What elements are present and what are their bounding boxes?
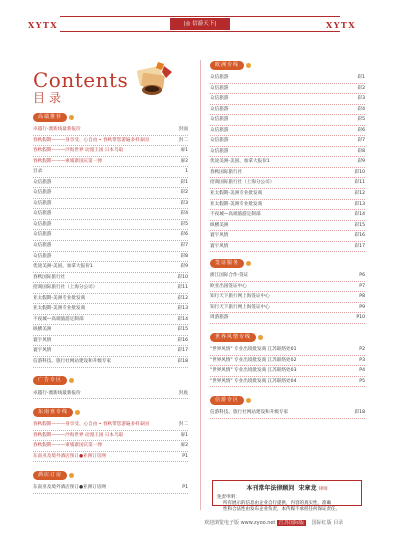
toc-row[interactable] — [210, 377, 365, 388]
toc-entry-page: 彩5 — [357, 117, 365, 123]
toc-entry-title: "世界风情" 专业出境批发商 江苏联络处01 — [210, 347, 297, 353]
toc-entry-title: 卓越行-澳新线最新报价 — [33, 127, 81, 132]
toc-entry-title: 众信旅游 — [210, 148, 229, 154]
toc-entry-title: 春秋假期———柬埔寨国庆第一弹 — [33, 158, 102, 164]
toc-entry-page: 彩3 — [180, 200, 188, 206]
toc-row[interactable] — [33, 389, 188, 400]
toc-row[interactable] — [33, 146, 188, 157]
toc-entry-page: 彩17 — [354, 243, 365, 249]
toc-row[interactable] — [33, 357, 188, 368]
section-title-label: 高端推荐 — [33, 113, 67, 122]
section-title-label: 欧洲专线 — [210, 61, 244, 70]
toc-entry-page: 扉1 — [180, 148, 188, 154]
toc-section — [33, 407, 188, 462]
toc-entry-page: 彩1 — [357, 75, 365, 80]
toc-section — [33, 470, 188, 494]
toc-entry-title: 春秋国际旅行社 — [33, 274, 66, 280]
toc-entry-page: P8 — [359, 294, 365, 300]
toc-section — [210, 332, 365, 387]
toc-entry-page: P6 — [359, 273, 365, 279]
toc-entry-page: P7 — [359, 283, 365, 289]
right-toc-column — [210, 60, 365, 427]
section-title — [210, 60, 365, 70]
toc-entry-title: 众信旅游 — [210, 85, 229, 91]
toc-row[interactable] — [33, 441, 188, 452]
toc-entry-page: 封二 — [178, 422, 188, 428]
toc-entry-title: 纵横美洲 — [33, 327, 52, 333]
toc-entry-title: 众信旅游 — [33, 179, 52, 185]
section-title-label: 世界风情专线 — [210, 333, 256, 342]
header-banner: |◎ 信游天下| — [170, 18, 230, 30]
toc-row[interactable] — [33, 452, 188, 463]
toc-row[interactable] — [33, 167, 188, 178]
toc-entry-page: 彩4 — [357, 106, 365, 112]
toc-entry-title: 寰宇风情 — [210, 243, 229, 249]
footer — [204, 518, 343, 528]
legal-notice-box — [212, 480, 362, 512]
lawyer-role: 律师 — [318, 487, 328, 492]
toc-entry-title: 周游旅游 — [210, 315, 229, 321]
toc-row[interactable] — [210, 231, 365, 242]
toc-row[interactable] — [210, 126, 365, 137]
toc-row[interactable] — [210, 356, 365, 367]
toc-entry-title: 春秋假期———身享受、心自由 • 春秋带您游遍多样泰国 — [33, 137, 149, 143]
toc-entry-page: P5 — [359, 378, 365, 384]
toc-row[interactable] — [33, 315, 188, 326]
toc-entry-page: 彩9 — [180, 264, 188, 270]
toc-row[interactable] — [210, 178, 365, 189]
toc-entry-title: 众信旅游 — [210, 127, 229, 133]
toc-entry-title: 寰宇风情 — [33, 348, 52, 354]
toc-section — [210, 258, 365, 324]
toc-entry-page: 彩15 — [177, 327, 188, 333]
toc-entry-title: 众信旅游 — [33, 211, 52, 217]
toc-entry-page: 彩18 — [177, 359, 188, 365]
section-title — [33, 470, 188, 480]
legal-heading-text: 本刊常年法律顾问 — [246, 485, 295, 492]
toc-entry-page: P3 — [359, 357, 365, 363]
toc-entry-page: 彩3 — [357, 96, 365, 102]
toc-entry-page: 1 — [185, 169, 188, 175]
left-toc-column — [33, 112, 188, 502]
toc-row[interactable] — [210, 292, 365, 303]
toc-entry-page: 彩10 — [354, 169, 365, 175]
section-title-label: 酒店订房 — [33, 471, 67, 480]
toc-entry-title: 众信旅游 — [210, 106, 229, 112]
toc-entry-page: 彩15 — [354, 222, 365, 228]
toc-entry-title: 寰宇风情 — [210, 233, 229, 239]
toc-entry-page: 彩17 — [177, 348, 188, 354]
toc-entry-page: 彩14 — [177, 316, 188, 322]
toc-entry-title: "世界风情" 专业出境批发商 江苏联络处04 — [210, 378, 297, 384]
toc-entry-page: 扉2 — [180, 158, 188, 164]
toc-row[interactable] — [33, 178, 188, 189]
section-dot-icon — [75, 410, 80, 415]
toc-entry-page: 彩1 — [180, 179, 188, 185]
toc-row[interactable] — [33, 136, 188, 147]
toc-entry-page: 彩14 — [354, 212, 365, 218]
section-title-label: 东南亚专线 — [33, 408, 73, 417]
contents-title-cn: 目录 — [33, 91, 66, 105]
toc-row[interactable] — [210, 313, 365, 324]
toc-entry-page: 彩9 — [357, 159, 365, 165]
toc-entry-page: 封面 — [178, 127, 188, 132]
toc-row[interactable] — [33, 483, 188, 494]
toc-entry-title: 众信旅游 — [33, 190, 52, 196]
toc-row[interactable] — [210, 221, 365, 232]
toc-row[interactable] — [210, 105, 365, 116]
toc-entry-title: 知行天下旅行网上海签证中心 — [210, 304, 270, 310]
toc-entry-page: 彩16 — [354, 233, 365, 239]
section-title-label: 信游专区 — [210, 396, 244, 405]
toc-entry-title: "世界风情" 专业出境批发商 江苏联络处03 — [210, 368, 297, 374]
toc-entry-title: 目录 — [33, 169, 43, 175]
toc-row[interactable] — [33, 420, 188, 431]
toc-row[interactable] — [210, 271, 365, 282]
toc-row[interactable] — [33, 431, 188, 442]
toc-row[interactable] — [33, 188, 188, 199]
toc-entry-title: 不夜城—高端旅游定制部 — [210, 212, 261, 218]
toc-row[interactable] — [210, 303, 365, 314]
toc-row[interactable] — [33, 294, 188, 305]
toc-entry-title: 信游科技。旅行社网站建设和升级专家 — [33, 359, 112, 365]
toc-entry-title: 众信旅游 — [210, 117, 229, 123]
section-dot-icon — [246, 261, 251, 266]
toc-entry-page: P10 — [356, 315, 365, 321]
toc-row[interactable] — [210, 136, 365, 147]
toc-entry-page: 彩5 — [180, 221, 188, 227]
section-title — [210, 258, 365, 268]
toc-entry-page: 彩10 — [177, 274, 188, 280]
toc-row[interactable] — [33, 252, 188, 263]
brand-left: XYTX — [28, 20, 59, 30]
toc-entry-page: 彩18 — [354, 410, 365, 416]
toc-entry-title: 众信旅游 — [33, 243, 52, 249]
toc-entry-title: 招商国际旅行社（上海分公司） — [33, 285, 98, 291]
toc-row[interactable] — [33, 262, 188, 273]
toc-row[interactable] — [33, 220, 188, 231]
toc-entry-page: P9 — [359, 304, 365, 310]
toc-row[interactable] — [33, 273, 188, 284]
toc-entry-title: 春秋假期———沙海世界 动漫王国 日本乌取 — [33, 148, 124, 154]
toc-row[interactable] — [210, 210, 365, 221]
toc-row[interactable] — [33, 346, 188, 357]
section-title — [33, 376, 188, 386]
toc-entry-title: 众信旅游 — [210, 138, 229, 144]
section-title-label: 广告专区 — [33, 376, 67, 385]
section-dot-icon — [246, 63, 251, 68]
section-dot-icon — [69, 473, 74, 478]
toc-row[interactable] — [210, 189, 365, 200]
toc-row[interactable] — [33, 241, 188, 252]
toc-section — [210, 395, 365, 419]
toc-entry-page: P1 — [182, 453, 188, 459]
disclaimer-line-1: 所有展示的信息由企业自行提供，内容的真实性、准确 — [223, 501, 331, 506]
toc-row[interactable] — [210, 84, 365, 95]
brand-right: XYTX — [326, 20, 357, 30]
header-rule-top — [60, 16, 340, 17]
toc-entry-title: 招商国际旅行社（上海分公司） — [210, 180, 275, 186]
section-title — [210, 332, 365, 342]
toc-entry-title: 众信旅游 — [33, 200, 52, 206]
toc-row[interactable] — [33, 325, 188, 336]
toc-row[interactable] — [33, 125, 188, 136]
toc-entry-title: 东南亚及境外酒店预订●亚洲订房网 — [33, 453, 106, 459]
toc-entry-title: 欧亚出国签证中心 — [210, 283, 247, 289]
toc-entry-page: 彩11 — [177, 285, 188, 291]
toc-entry-page: 彩6 — [357, 127, 365, 133]
toc-entry-page: 彩12 — [354, 191, 365, 197]
disclaimer-label: 免责申明： — [217, 495, 240, 500]
toc-entry-page: 彩2 — [180, 190, 188, 196]
toc-entry-page: 扉2 — [180, 443, 188, 449]
toc-entry-title: 众信旅游 — [33, 253, 52, 259]
header-rule-bottom — [60, 31, 340, 32]
toc-entry-title: 优途美洲-美国、加拿大报价1 — [210, 159, 270, 165]
section-title — [33, 407, 188, 417]
toc-row[interactable] — [210, 282, 365, 293]
toc-row[interactable] — [210, 168, 365, 179]
toc-row[interactable] — [210, 200, 365, 211]
footer-website[interactable]: 欢迎浏览电子版 www.zyoo.net — [204, 520, 276, 526]
toc-entry-page: 彩11 — [354, 180, 365, 186]
toc-entry-title: 春秋国际旅行社 — [210, 169, 243, 175]
toc-entry-title: 东南亚及境外酒店预订●亚洲订房网 — [33, 485, 106, 491]
toc-row[interactable] — [33, 283, 188, 294]
toc-entry-page: 彩7 — [357, 138, 365, 144]
toc-row[interactable] — [210, 147, 365, 158]
toc-entry-title: 众信旅游 — [210, 75, 229, 80]
toc-entry-page: 彩12 — [177, 295, 188, 301]
toc-entry-title: 亚太假期-美洲专业批发商 — [33, 295, 86, 301]
toc-row[interactable] — [33, 336, 188, 347]
toc-entry-title: 春秋假期———柬埔寨国庆第一弹 — [33, 443, 102, 449]
toc-row[interactable] — [33, 304, 188, 315]
toc-entry-page: 彩2 — [357, 85, 365, 91]
section-title-label: 签证服务 — [210, 259, 244, 268]
section-dot-icon — [69, 378, 74, 383]
toc-row[interactable] — [210, 73, 365, 84]
toc-entry-page: 彩4 — [180, 211, 188, 217]
toc-entry-title: 亚太假期-美洲专业批发商 — [210, 201, 263, 207]
section-title — [33, 112, 188, 122]
toc-entry-title: "世界风情" 专业出境批发商 江苏联络处02 — [210, 357, 297, 363]
toc-section — [33, 376, 188, 400]
toc-row[interactable] — [210, 366, 365, 377]
toc-entry-title: 优途美洲-美国、加拿大报价1 — [33, 264, 93, 270]
toc-section — [33, 112, 188, 368]
toc-entry-title: 浙江国际合作-签证 — [210, 273, 249, 279]
toc-entry-page: 扉1 — [180, 432, 188, 438]
toc-entry-page: 彩8 — [180, 253, 188, 259]
toc-row[interactable] — [210, 94, 365, 105]
toc-entry-title: 信游科技。旅行社网站建设和升级专家 — [210, 410, 289, 416]
toc-entry-title: 知行天下旅行网上海签证中心 — [210, 294, 270, 300]
toc-entry-title: 寰宇风情 — [33, 337, 52, 343]
footer-edition-tag: 江苏国际版 — [279, 520, 305, 526]
toc-entry-page: 彩8 — [357, 148, 365, 154]
disclaimer-line-2: 性和合法性由发布企业负责，本传媒不承担任何保证责任。 — [223, 507, 340, 512]
toc-row[interactable] — [33, 157, 188, 168]
toc-entry-page: 彩7 — [180, 243, 188, 249]
footer-page-label: 国际红版 目录 — [311, 520, 344, 526]
column-divider — [200, 60, 201, 510]
toc-entry-page: P2 — [359, 347, 365, 353]
toc-section — [210, 60, 365, 252]
toc-entry-page: P4 — [359, 368, 365, 374]
contents-title: Contents — [33, 68, 129, 92]
toc-row[interactable] — [33, 230, 188, 241]
toc-entry-title: 亚太假期-美洲专业批发商 — [210, 191, 263, 197]
toc-row[interactable] — [210, 157, 365, 168]
section-title — [210, 395, 365, 405]
toc-entry-page: 彩6 — [180, 232, 188, 238]
toc-entry-page: 封二 — [178, 137, 188, 143]
toc-entry-title: 纵横美洲 — [210, 222, 229, 228]
toc-entry-title: 众信旅游 — [33, 232, 52, 238]
toc-entry-title: 春秋假期———沙海世界 动漫王国 日本乌取 — [33, 432, 124, 438]
toc-entry-page: P1 — [182, 485, 188, 491]
toc-entry-title: 众信旅游 — [33, 221, 52, 227]
section-dot-icon — [258, 335, 263, 340]
legal-heading — [217, 483, 357, 492]
toc-row[interactable] — [33, 209, 188, 220]
toc-entry-title: 不夜城—高端旅游定制部 — [33, 316, 84, 322]
toc-entry-page: 彩13 — [177, 306, 188, 312]
toc-entry-page: 彩13 — [354, 201, 365, 207]
toc-entry-page: 封底 — [178, 390, 188, 396]
toc-row[interactable] — [210, 242, 365, 253]
toc-entry-title: 卓越行-澳新线最新报价 — [33, 390, 81, 396]
toc-entry-page: 彩16 — [177, 337, 188, 343]
toc-entry-title: 亚太假期-美洲专业批发商 — [33, 306, 86, 312]
lawyer-name: 宋章龙 — [298, 485, 317, 492]
section-dot-icon — [69, 115, 74, 120]
toc-row[interactable] — [33, 199, 188, 210]
toc-row[interactable] — [210, 115, 365, 126]
section-dot-icon — [246, 398, 251, 403]
toc-entry-title: 众信旅游 — [210, 96, 229, 102]
toc-row[interactable] — [210, 345, 365, 356]
toc-entry-title: 春秋假期———身享受、心自由 • 春秋带您游遍多样泰国 — [33, 422, 149, 428]
toc-row[interactable] — [210, 408, 365, 419]
coffee-decoration-image — [128, 60, 176, 102]
